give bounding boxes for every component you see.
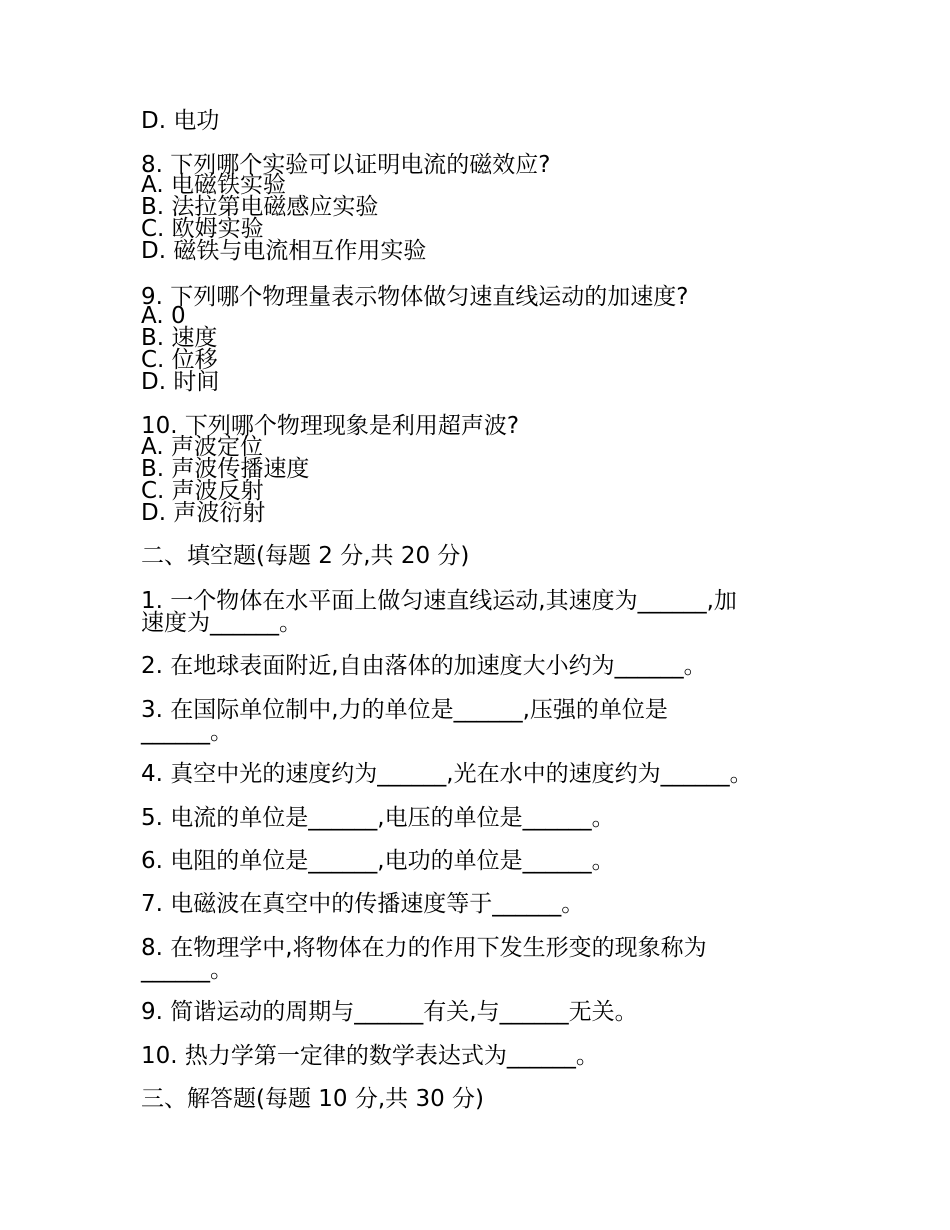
question-10-option-d: D. 声波衍射 bbox=[141, 500, 266, 526]
fill-item-5: 5. 电流的单位是______,电压的单位是______。 bbox=[141, 805, 615, 831]
fill-item-3-line-2: ______。 bbox=[141, 719, 233, 745]
fill-item-7: 7. 电磁波在真空中的传播速度等于______。 bbox=[141, 891, 585, 917]
question-8-option-c: C. 欧姆实验 bbox=[141, 216, 264, 242]
question-9-option-a: A. 0 bbox=[141, 303, 186, 329]
question-8-option-b: B. 法拉第电磁感应实验 bbox=[141, 194, 379, 220]
question-10-option-c: C. 声波反射 bbox=[141, 478, 264, 504]
question-10-stem: 10. 下列哪个物理现象是利用超声波? bbox=[141, 413, 520, 439]
option-d-carryover: D. 电功 bbox=[141, 108, 220, 134]
question-8-option-a: A. 电磁铁实验 bbox=[141, 172, 286, 198]
fill-item-2: 2. 在地球表面附近,自由落体的加速度大小约为______。 bbox=[141, 653, 707, 679]
fill-item-9: 9. 简谐运动的周期与______有关,与______无关。 bbox=[141, 999, 638, 1025]
fill-item-3-line-1: 3. 在国际单位制中,力的单位是______,压强的单位是 bbox=[141, 697, 668, 723]
question-10-option-a: A. 声波定位 bbox=[141, 434, 263, 460]
section-2-heading: 二、填空题(每题 2 分,共 20 分) bbox=[141, 543, 470, 569]
question-9-stem: 9. 下列哪个物理量表示物体做匀速直线运动的加速度? bbox=[141, 284, 689, 310]
fill-item-10: 10. 热力学第一定律的数学表达式为______。 bbox=[141, 1043, 599, 1069]
fill-item-4: 4. 真空中光的速度约为______,光在水中的速度约为______。 bbox=[141, 761, 753, 787]
section-3-heading: 三、解答题(每题 10 分,共 30 分) bbox=[141, 1086, 485, 1112]
question-9-option-d: D. 时间 bbox=[141, 369, 220, 395]
fill-item-8-line-2: ______。 bbox=[141, 957, 233, 983]
question-10-option-b: B. 声波传播速度 bbox=[141, 456, 310, 482]
fill-item-1-line-1: 1. 一个物体在水平面上做匀速直线运动,其速度为______,加 bbox=[141, 588, 737, 614]
question-8-option-d: D. 磁铁与电流相互作用实验 bbox=[141, 238, 427, 264]
question-9-option-b: B. 速度 bbox=[141, 325, 218, 351]
fill-item-8-line-1: 8. 在物理学中,将物体在力的作用下发生形变的现象称为 bbox=[141, 935, 707, 961]
fill-item-1-line-2: 速度为______。 bbox=[141, 610, 302, 636]
fill-item-6: 6. 电阻的单位是______,电功的单位是______。 bbox=[141, 848, 615, 874]
question-8-stem: 8. 下列哪个实验可以证明电流的磁效应? bbox=[141, 152, 551, 178]
question-9-option-c: C. 位移 bbox=[141, 347, 218, 373]
